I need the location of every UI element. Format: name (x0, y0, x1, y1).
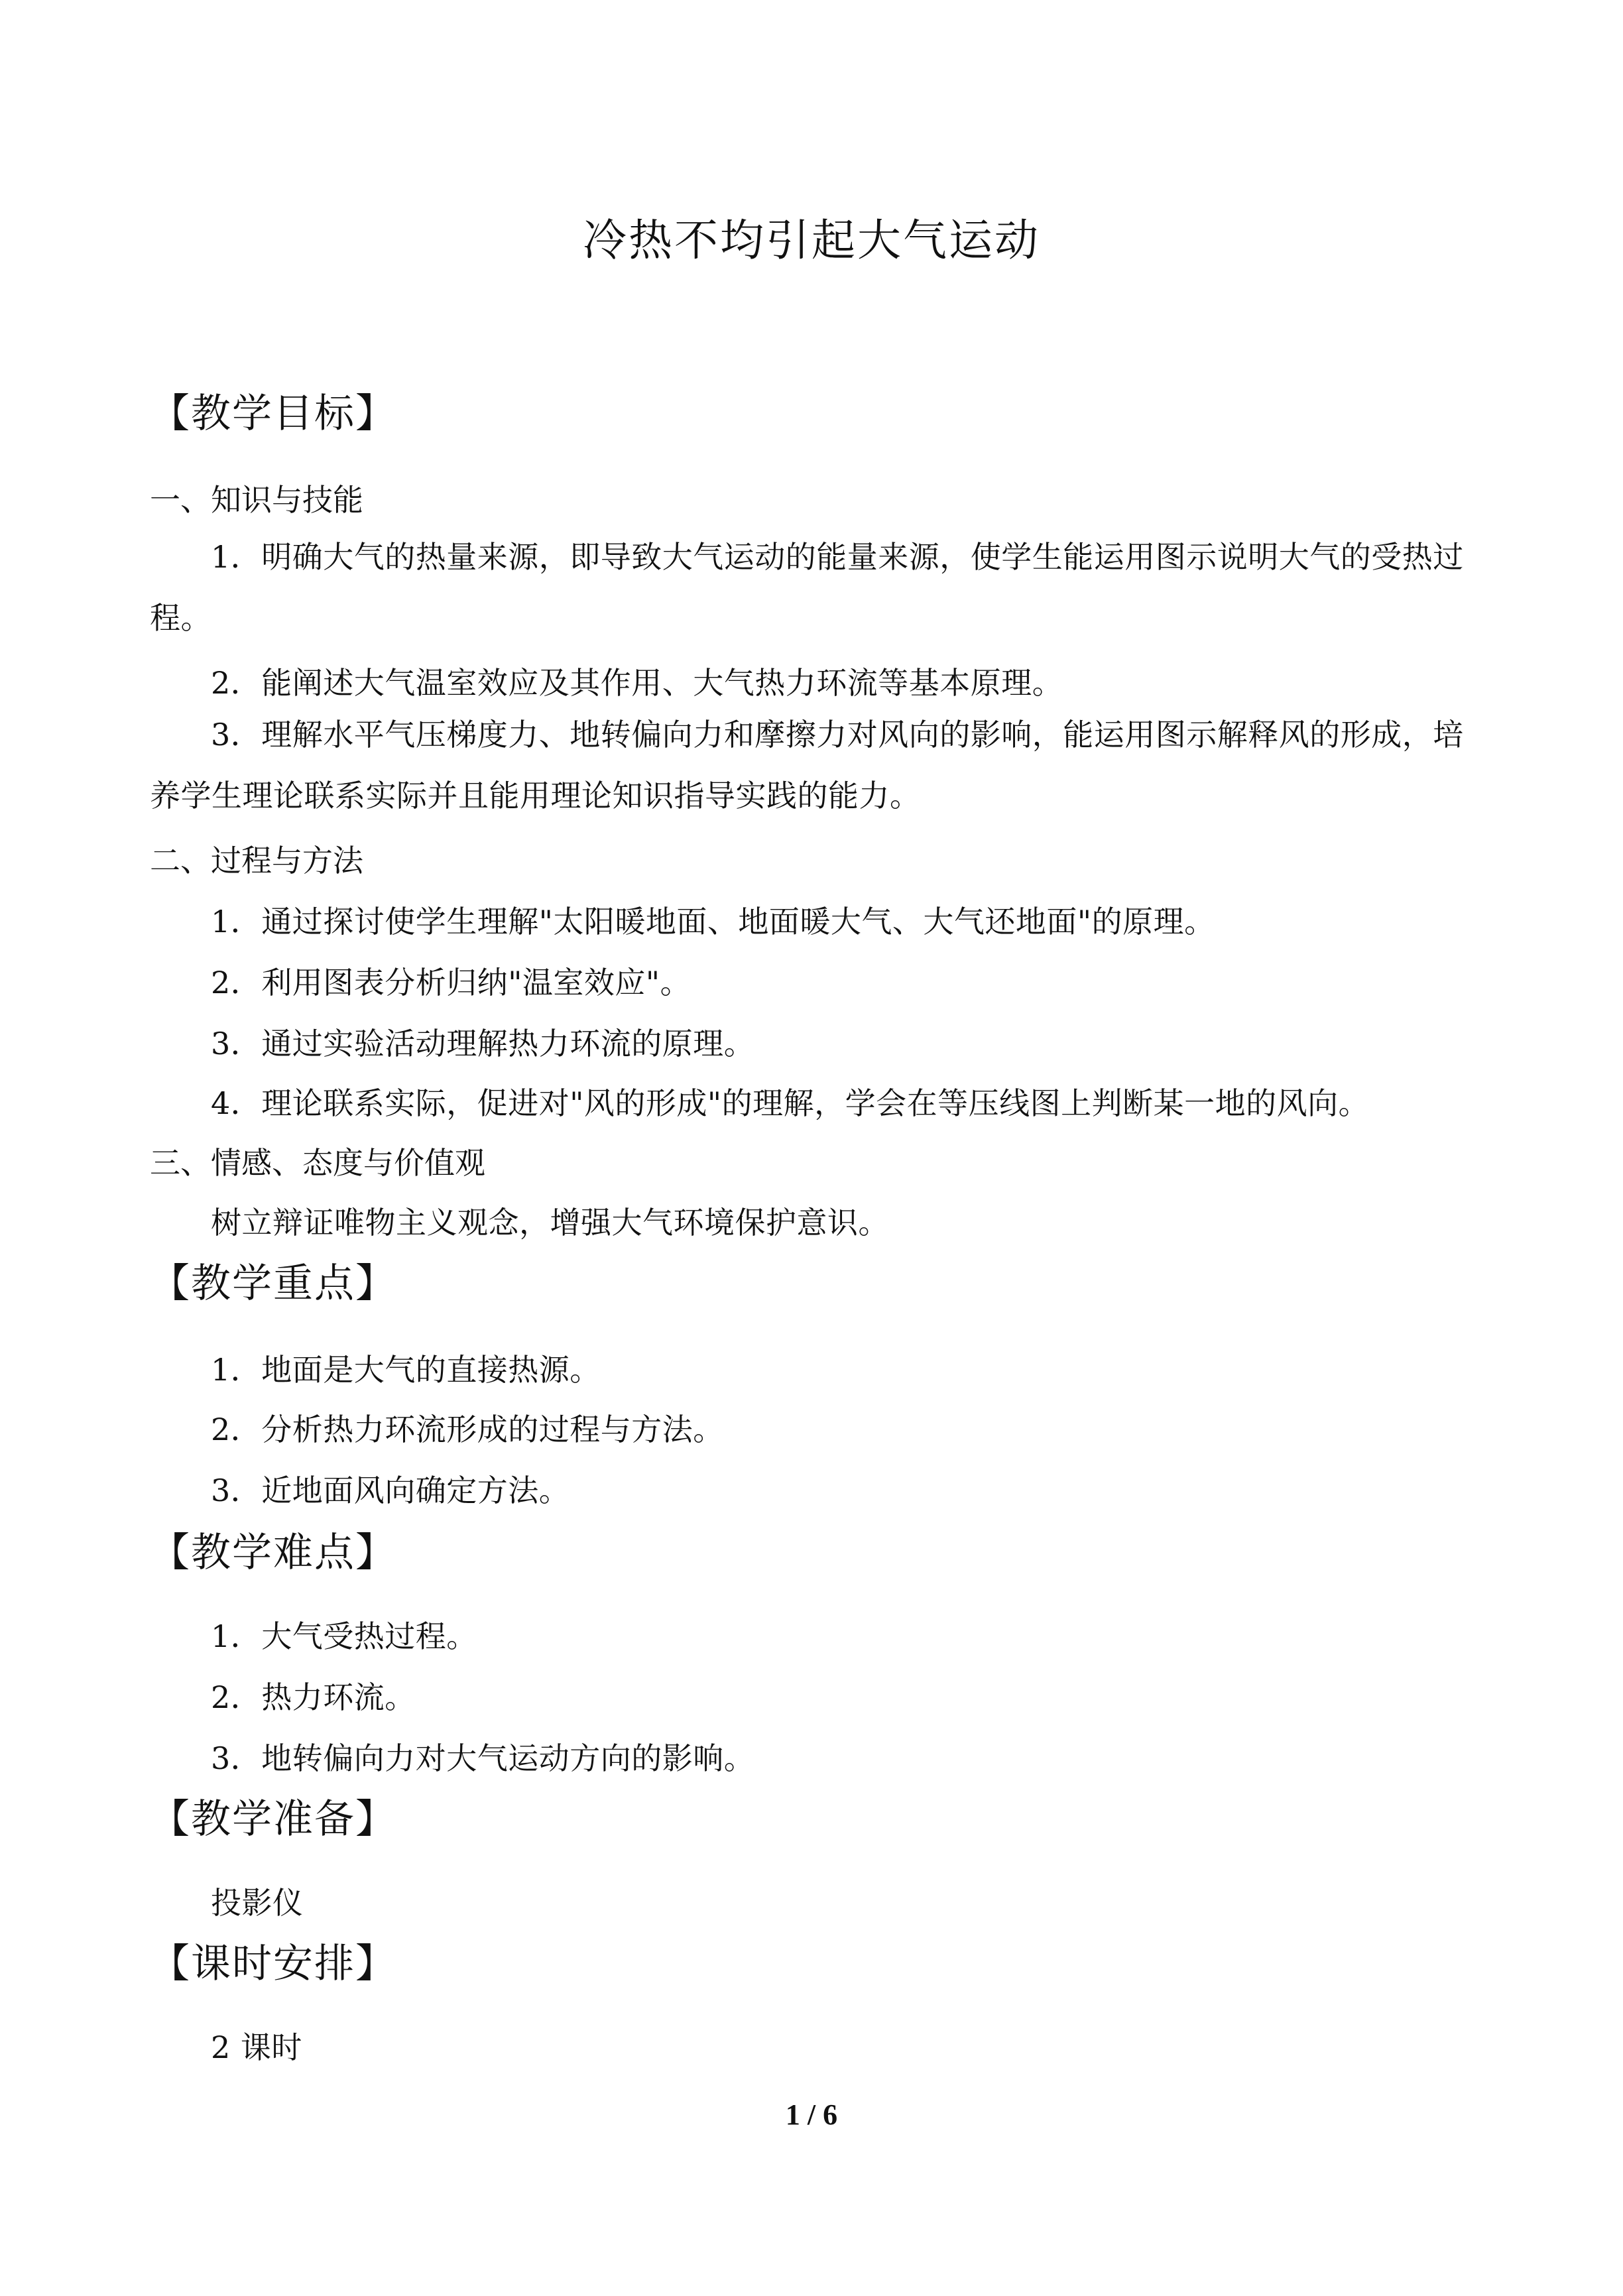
key-point-item-1: 1．地面是大气的直接热源。 (211, 1352, 601, 1388)
subheading-knowledge-skills: 一、知识与技能 (150, 482, 363, 518)
objective-knowledge-item-2: 2．能阐述大气温室效应及其作用、大气热力环流等基本原理。 (211, 665, 1063, 701)
difficulty-item-1: 1．大气受热过程。 (211, 1618, 477, 1654)
objective-process-item-2: 2．利用图表分析归纳"温室效应"。 (211, 965, 691, 1000)
objective-knowledge-item-3: 3．理解水平气压梯度力、地转偏向力和摩擦力对风向的影响，能运用图示解释风的形成，培养学生理论联系实际并且能用理论知识指导实践的能力。 (150, 717, 1464, 814)
page-title: 冷热不均引起大气运动 (583, 215, 1040, 266)
objective-values-item-1: 树立辩证唯物主义观念，增强大气环境保护意识。 (211, 1205, 889, 1240)
subheading-process-methods: 二、过程与方法 (150, 843, 363, 878)
section-heading-objectives: 【教学目标】 (150, 391, 396, 437)
section-heading-preparation: 【教学准备】 (150, 1796, 396, 1843)
key-point-item-3: 3．近地面风向确定方法。 (211, 1473, 570, 1508)
objective-process-item-1: 1．通过探讨使学生理解"太阳暖地面、地面暖大气、大气还地面"的原理。 (211, 904, 1215, 939)
difficulty-item-2: 2．热力环流。 (211, 1679, 416, 1715)
section-heading-key-points: 【教学重点】 (150, 1260, 396, 1307)
key-point-item-2: 2．分析热力环流形成的过程与方法。 (211, 1412, 724, 1447)
objective-process-item-3: 3．通过实验活动理解热力环流的原理。 (211, 1026, 755, 1061)
objective-process-item-4: 4．理论联系实际，促进对"风的形成"的理解，学会在等压线图上判断某一地的风向。 (211, 1085, 1370, 1121)
section-heading-schedule: 【课时安排】 (150, 1941, 396, 1987)
difficulty-item-3: 3．地转偏向力对大气运动方向的影响。 (211, 1740, 755, 1776)
subheading-values: 三、情感、态度与价值观 (150, 1145, 485, 1181)
schedule-item-1: 2 课时 (211, 2029, 302, 2065)
section-heading-difficulties: 【教学难点】 (150, 1530, 396, 1576)
objective-knowledge-item-1: 1．明确大气的热量来源，即导致大气运动的能量来源，使学生能运用图示说明大气的受热过程。 (150, 539, 1464, 636)
page-number: 1 / 6 (785, 2098, 838, 2131)
preparation-item-1: 投影仪 (211, 1885, 304, 1921)
